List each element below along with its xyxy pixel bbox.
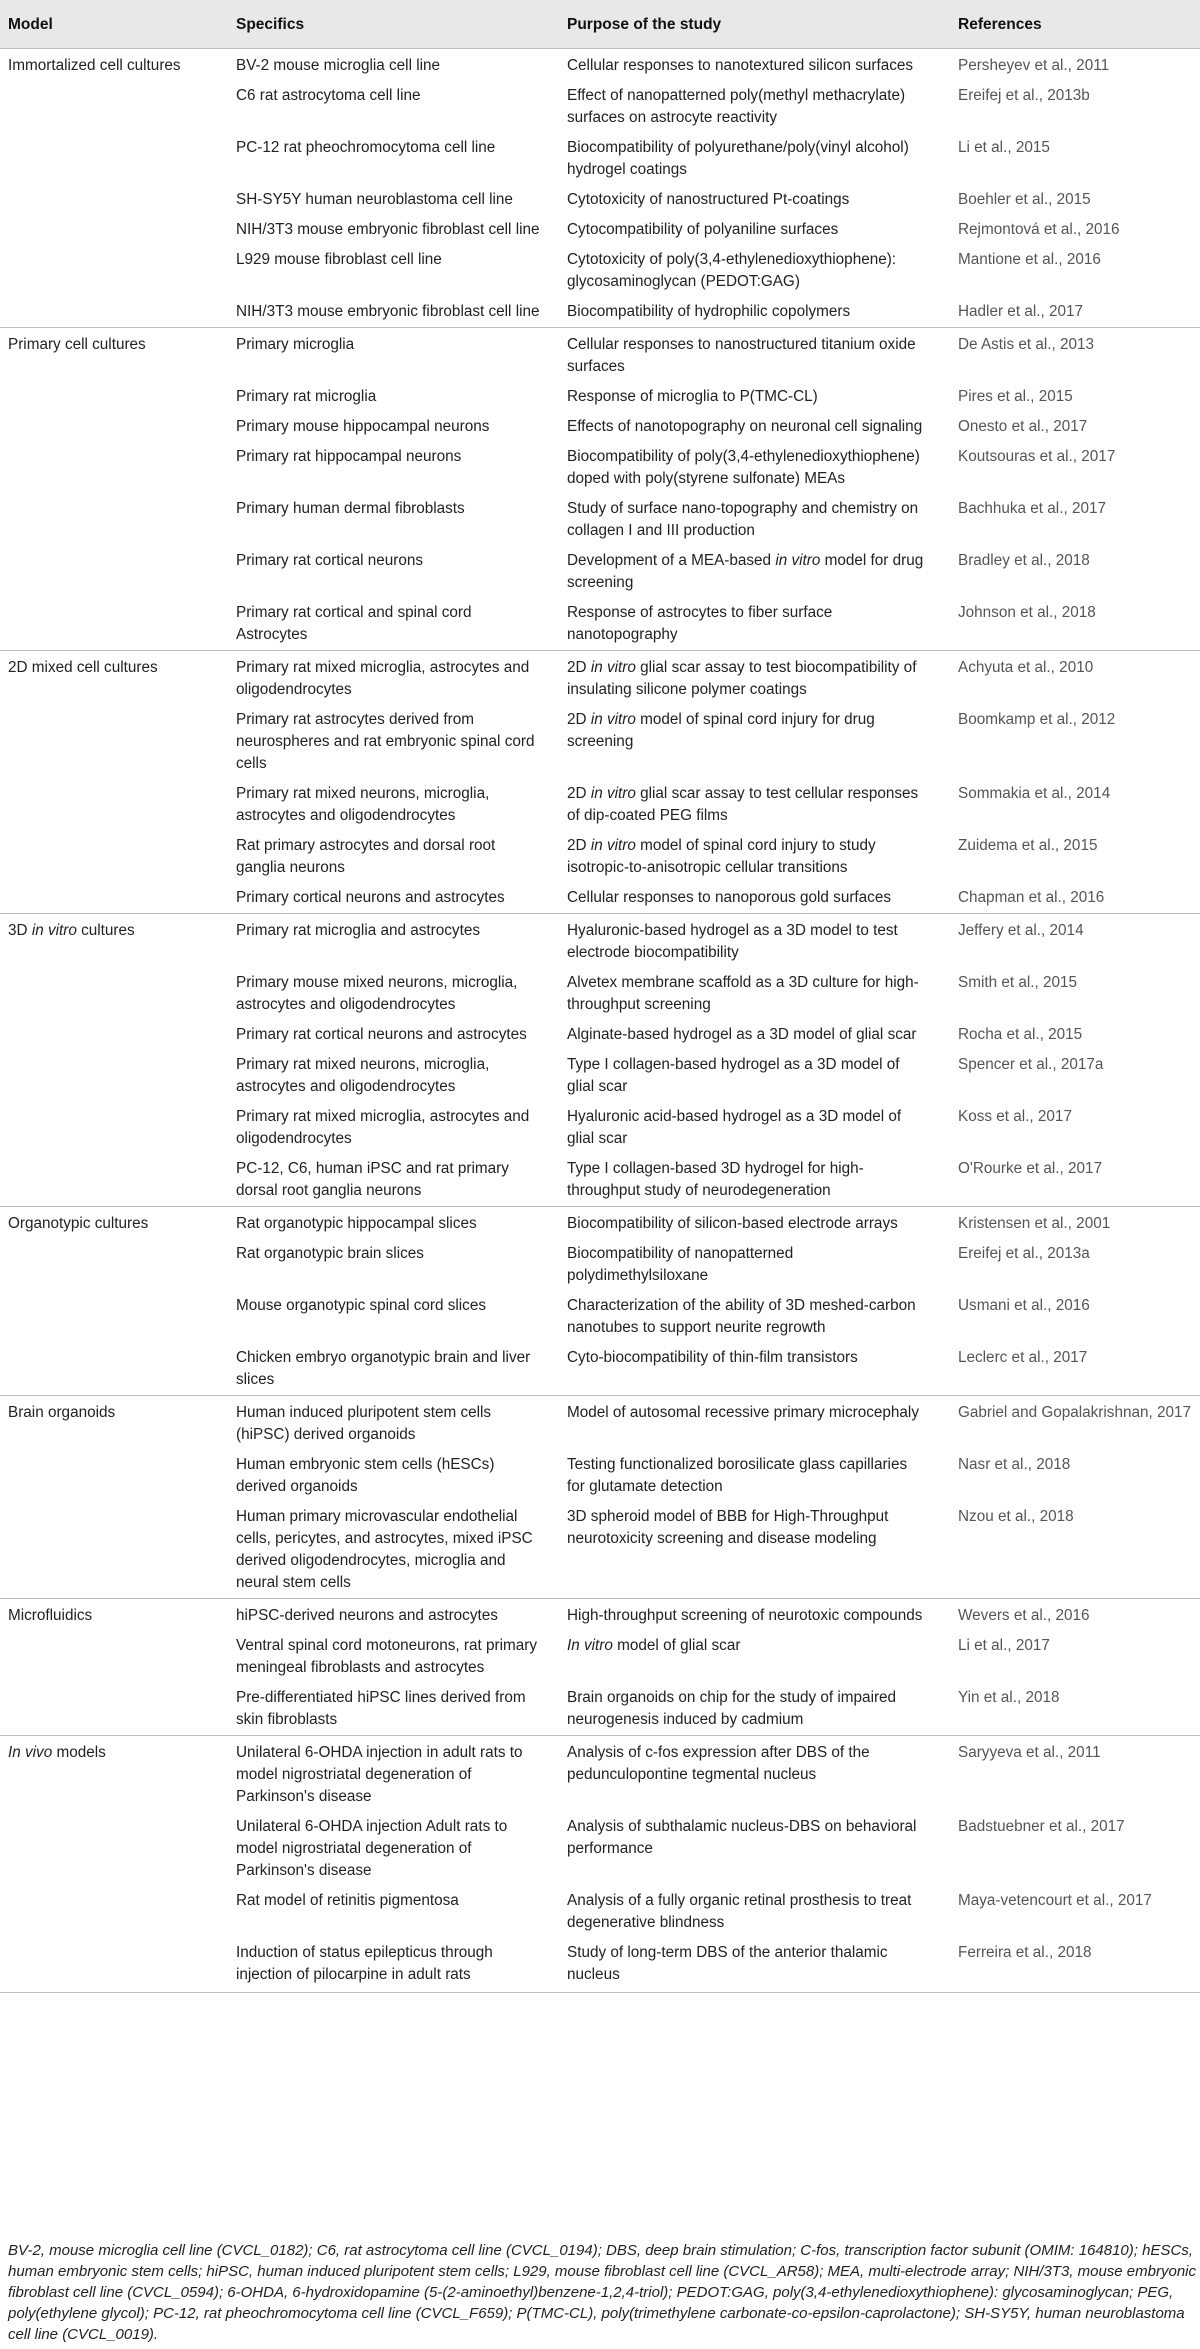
purpose-cell — [567, 831, 950, 883]
table-row — [0, 705, 1200, 779]
purpose-cell: Analysis of a fully organic retinal prosthesis to treat degenerative blindness — [567, 1892, 912, 1931]
purpose-text: model of glial scar — [612, 1637, 741, 1654]
reference-cell: Koss et al., 2017 — [958, 1108, 1072, 1125]
specifics-cell: NIH/3T3 mouse embryonic fibroblast cell line — [236, 221, 540, 238]
table-row — [0, 442, 1200, 494]
table-row — [0, 297, 1200, 328]
reference-cell: Jeffery et al., 2014 — [950, 914, 1200, 969]
purpose-cell: Characterization of the ability of 3D meshed-carbon nanotubes to support neurite regrowth — [567, 1297, 916, 1336]
reference-cell: Nzou et al., 2018 — [958, 1508, 1074, 1525]
reference-cell: O'Rourke et al., 2017 — [958, 1160, 1103, 1177]
table-row — [0, 1938, 1200, 1993]
specifics-cell: Primary mouse hippocampal neurons — [236, 418, 490, 435]
model-cell — [0, 1154, 228, 1207]
reference-cell: Wevers et al., 2016 — [950, 1599, 1200, 1632]
table-row — [0, 1886, 1200, 1938]
purpose-cell — [567, 705, 950, 779]
reference-cell: Li et al., 2015 — [958, 139, 1050, 156]
table-row — [0, 412, 1200, 442]
specifics-cell: L929 mouse fibroblast cell line — [236, 251, 442, 268]
model-cell: Primary cell cultures — [0, 328, 228, 383]
table-row — [0, 779, 1200, 831]
specifics-cell: Primary rat astrocytes derived from neurospheres and rat embryonic spinal cord cells — [236, 711, 535, 772]
model-cell — [0, 1812, 228, 1886]
purpose-cell — [567, 546, 950, 598]
model-cell — [0, 598, 228, 651]
reference-cell: Rocha et al., 2015 — [958, 1026, 1083, 1043]
model-cell — [0, 1886, 228, 1938]
purpose-text: Development of a MEA-based — [567, 552, 776, 569]
table-row — [0, 382, 1200, 412]
specifics-cell: Primary rat hippocampal neurons — [236, 448, 462, 465]
specifics-cell: Chicken embryo organotypic brain and liver slices — [236, 1349, 531, 1388]
purpose-cell: Cyto-biocompatibility of thin-film transistors — [567, 1349, 858, 1366]
model-text: models — [52, 1744, 106, 1761]
header-model: Model — [0, 0, 228, 49]
table-row — [0, 215, 1200, 245]
specifics-cell: Rat organotypic hippocampal slices — [228, 1207, 567, 1240]
table-row — [0, 883, 1200, 914]
reference-cell: Rejmontová et al., 2016 — [958, 221, 1120, 238]
purpose-text: glial scar assay to test cellular responses of dip-coated PEG films — [567, 785, 919, 824]
purpose-cell: Study of long-term DBS of the anterior thalamic nucleus — [567, 1938, 950, 1993]
specifics-cell: Pre-differentiated hiPSC lines derived from skin fibroblasts — [236, 1689, 526, 1728]
reference-cell: Zuidema et al., 2015 — [958, 837, 1098, 854]
purpose-cell: Cytotoxicity of poly(3,4-ethylenedioxythiophene): glycosaminoglycan (PEDOT:GAG) — [567, 251, 897, 290]
specifics-cell: Induction of status epilepticus through injection of pilocarpine in adult rats — [228, 1938, 567, 1993]
model-cell — [0, 1502, 228, 1599]
table-row — [0, 49, 1200, 82]
purpose-cell: Type I collagen-based hydrogel as a 3D model of glial scar — [567, 1056, 900, 1095]
purpose-text-italic: in vitro — [590, 837, 636, 854]
purpose-cell — [567, 651, 950, 706]
model-cell — [0, 546, 228, 598]
model-cell — [0, 1291, 228, 1343]
table-row — [0, 1020, 1200, 1050]
purpose-cell: Hyaluronic-based hydrogel as a 3D model to test electrode biocompatibility — [567, 914, 950, 969]
purpose-cell: Biocompatibility of silicon-based electrode arrays — [567, 1207, 950, 1240]
purpose-cell: Hyaluronic acid-based hydrogel as a 3D model of glial scar — [567, 1108, 902, 1147]
purpose-text: glial scar assay to test biocompatibility of insulating silicone polymer coatings — [567, 659, 917, 698]
model-cell — [0, 382, 228, 412]
specifics-cell: Primary cortical neurons and astrocytes — [236, 889, 505, 906]
specifics-cell: Primary rat mixed neurons, microglia, astrocytes and oligodendrocytes — [236, 785, 490, 824]
table-row — [0, 598, 1200, 651]
table-row — [0, 1291, 1200, 1343]
reference-cell: Spencer et al., 2017a — [958, 1056, 1104, 1073]
specifics-cell: Human embryonic stem cells (hESCs) derived organoids — [236, 1456, 495, 1495]
purpose-cell: Cellular responses to nanoporous gold surfaces — [567, 889, 891, 906]
purpose-cell: High-throughput screening of neurotoxic compounds — [567, 1599, 950, 1632]
reference-cell: Nasr et al., 2018 — [958, 1456, 1071, 1473]
reference-cell: Sommakia et al., 2014 — [958, 785, 1111, 802]
reference-cell: Johnson et al., 2018 — [958, 604, 1096, 621]
model-cell — [0, 1239, 228, 1291]
purpose-text: model of spinal cord injury for drug screening — [567, 711, 875, 750]
model-cell: Organotypic cultures — [0, 1207, 228, 1240]
reference-cell: Usmani et al., 2016 — [958, 1297, 1090, 1314]
purpose-cell: Biocompatibility of polyurethane/poly(vinyl alcohol) hydrogel coatings — [567, 139, 909, 178]
reference-cell: Saryyeva et al., 2011 — [950, 1736, 1200, 1813]
header-references: References — [950, 0, 1200, 49]
model-text-italic: In vivo — [8, 1744, 53, 1761]
purpose-cell: Response of astrocytes to fiber surface nanotopography — [567, 604, 833, 643]
table-row — [0, 1631, 1200, 1683]
table-row — [0, 245, 1200, 297]
reference-cell: Badstuebner et al., 2017 — [958, 1818, 1125, 1835]
table-row — [0, 1812, 1200, 1886]
model-cell — [0, 442, 228, 494]
model-text: 3D — [8, 922, 32, 939]
purpose-cell: Biocompatibility of poly(3,4-ethylenedioxythiophene) doped with poly(styrene sulfonate) MEAs — [567, 448, 920, 487]
purpose-text: 2D — [567, 785, 591, 802]
purpose-cell: Type I collagen-based 3D hydrogel for high-throughput study of neurodegeneration — [567, 1160, 864, 1199]
model-cell — [0, 1050, 228, 1102]
specifics-cell: Primary rat mixed neurons, microglia, astrocytes and oligodendrocytes — [236, 1056, 490, 1095]
model-cell — [0, 245, 228, 297]
table-row — [0, 1502, 1200, 1599]
specifics-cell: NIH/3T3 mouse embryonic fibroblast cell line — [236, 303, 540, 320]
purpose-text-italic: in vitro — [590, 659, 636, 676]
model-cell — [0, 1938, 228, 1993]
table-row — [0, 1154, 1200, 1207]
table-row — [0, 1683, 1200, 1736]
table-row — [0, 1102, 1200, 1154]
purpose-text: model of spinal cord injury to study isotropic-to-anisotropic cellular transitions — [567, 837, 876, 876]
specifics-cell: Primary mouse mixed neurons, microglia, astrocytes and oligodendrocytes — [236, 974, 518, 1013]
model-cell — [0, 494, 228, 546]
purpose-cell: Alvetex membrane scaffold as a 3D culture for high-throughput screening — [567, 974, 919, 1013]
purpose-cell: Study of surface nano-topography and chemistry on collagen I and III production — [567, 500, 919, 539]
model-cell — [0, 1683, 228, 1736]
purpose-cell: Alginate-based hydrogel as a 3D model of glial scar — [567, 1026, 917, 1043]
specifics-cell: BV-2 mouse microglia cell line — [228, 49, 567, 82]
header-purpose: Purpose of the study — [567, 0, 950, 49]
specifics-cell: Primary microglia — [228, 328, 567, 383]
model-cell — [0, 831, 228, 883]
reference-cell: Ereifej et al., 2013a — [958, 1245, 1090, 1262]
specifics-cell: Rat primary astrocytes and dorsal root ganglia neurons — [236, 837, 496, 876]
reference-cell: Persheyev et al., 2011 — [950, 49, 1200, 82]
model-cell: 2D mixed cell cultures — [0, 651, 228, 706]
purpose-cell: Effects of nanotopography on neuronal cell signaling — [567, 418, 923, 435]
specifics-cell: C6 rat astrocytoma cell line — [236, 87, 421, 104]
reference-cell: Smith et al., 2015 — [958, 974, 1078, 991]
table-header-row — [0, 0, 1200, 49]
specifics-cell: Unilateral 6-OHDA injection Adult rats to model nigrostriatal degeneration of Parkinson's disease — [236, 1818, 508, 1879]
purpose-text-italic: In vitro — [567, 1637, 613, 1654]
specifics-cell: SH-SY5Y human neuroblastoma cell line — [236, 191, 513, 208]
purpose-text: model for drug screening — [567, 552, 924, 591]
reference-cell: Boomkamp et al., 2012 — [958, 711, 1116, 728]
model-cell: Immortalized cell cultures — [0, 49, 228, 82]
model-cell — [0, 133, 228, 185]
table-row — [0, 546, 1200, 598]
purpose-cell: Analysis of c-fos expression after DBS of the pedunculopontine tegmental nucleus — [567, 1736, 950, 1813]
purpose-cell — [567, 779, 950, 831]
table-row — [0, 651, 1200, 706]
reference-cell: Li et al., 2017 — [958, 1637, 1050, 1654]
purpose-text: 2D — [567, 837, 591, 854]
model-cell — [0, 412, 228, 442]
purpose-cell: Biocompatibility of hydrophilic copolymers — [567, 303, 851, 320]
model-cell — [0, 779, 228, 831]
reference-cell: Onesto et al., 2017 — [958, 418, 1088, 435]
specifics-cell: Primary rat microglia — [236, 388, 377, 405]
purpose-cell: Analysis of subthalamic nucleus-DBS on behavioral performance — [567, 1818, 917, 1857]
reference-cell: Kristensen et al., 2001 — [950, 1207, 1200, 1240]
purpose-cell: Cellular responses to nanostructured titanium oxide surfaces — [567, 328, 950, 383]
table-body — [0, 49, 1200, 1993]
reference-cell: De Astis et al., 2013 — [950, 328, 1200, 383]
model-cell — [0, 1102, 228, 1154]
purpose-text-italic: in vitro — [590, 711, 636, 728]
purpose-cell: Biocompatibility of nanopatterned polydimethylsiloxane — [567, 1245, 794, 1284]
model-cell — [0, 215, 228, 245]
table-row — [0, 1736, 1200, 1813]
table-row — [0, 1450, 1200, 1502]
table-row — [0, 968, 1200, 1020]
table-footnote: BV-2, mouse microglia cell line (CVCL_0182); C6, rat astrocytoma cell line (CVCL_0194); DBS, deep brain stimulation; C-fos, transcription factor subunit (OMIM: 164810); hESCs, human embryonic stem cells; hiPSC, human induced pluripotent stem cells; L929, mouse fibroblast cell line (CVCL_AR58); MEA, multi-electrode array; NIH/3T3, mouse embryonic fibroblast cell line (CVCL_0594); 6-OHDA, 6-hydroxidopamine (5-(2-aminoethyl)benzene-1,2,4-triol); PEDOT:GAG, poly(3,4-ethylenedioxythiophene): glycosaminoglycan; PEG, poly(ethylene glycol); PC-12, rat pheochromocytoma cell line (CVCL_F659); P(TMC-CL), poly(trimethylene carbonate-co-epsilon-caprolactone); SH-SY5Y, human neuroblastoma cell line (CVCL_0019). — [8, 2242, 1197, 2343]
reference-cell: Pires et al., 2015 — [958, 388, 1073, 405]
table-row — [0, 914, 1200, 969]
model-cell — [0, 883, 228, 914]
specifics-cell: Primary rat mixed microglia, astrocytes and oligodendrocytes — [228, 651, 567, 706]
reference-cell: Koutsouras et al., 2017 — [958, 448, 1116, 465]
model-cell: Brain organoids — [0, 1396, 228, 1451]
specifics-cell: Unilateral 6-OHDA injection in adult rats to model nigrostriatal degeneration of Parkinson's disease — [228, 1736, 567, 1813]
model-cell — [0, 968, 228, 1020]
model-text-italic: in vitro — [31, 922, 77, 939]
specifics-cell: PC-12 rat pheochromocytoma cell line — [236, 139, 496, 156]
reference-cell: Bachhuka et al., 2017 — [958, 500, 1106, 517]
purpose-cell: Model of autosomal recessive primary microcephaly — [567, 1396, 950, 1451]
purpose-text-italic: in vitro — [775, 552, 821, 569]
purpose-cell: Response of microglia to P(TMC-CL) — [567, 388, 818, 405]
table-row — [0, 1050, 1200, 1102]
purpose-cell: Cellular responses to nanotextured silicon surfaces — [567, 49, 950, 82]
specifics-cell: Human primary microvascular endothelial cells, pericytes, and astrocytes, mixed iPSC derived oligodendrocytes, microglia and neural stem cells — [236, 1508, 533, 1591]
table-row — [0, 185, 1200, 215]
reference-cell: Yin et al., 2018 — [958, 1689, 1060, 1706]
reference-cell: Ferreira et al., 2018 — [950, 1938, 1200, 1993]
table-row — [0, 1207, 1200, 1240]
table-row — [0, 133, 1200, 185]
purpose-cell: Testing functionalized borosilicate glass capillaries for glutamate detection — [567, 1456, 908, 1495]
purpose-cell: Cytotoxicity of nanostructured Pt-coatings — [567, 191, 850, 208]
model-cell — [0, 1020, 228, 1050]
specifics-cell: Primary rat cortical neurons and astrocytes — [236, 1026, 527, 1043]
table-row — [0, 1396, 1200, 1451]
table-row — [0, 1599, 1200, 1632]
specifics-cell: Primary rat cortical and spinal cord Astrocytes — [236, 604, 472, 643]
specifics-cell: Primary rat mixed microglia, astrocytes and oligodendrocytes — [236, 1108, 530, 1147]
model-cell — [0, 1450, 228, 1502]
model-cell — [0, 297, 228, 328]
reference-cell: Chapman et al., 2016 — [958, 889, 1105, 906]
model-cell — [0, 81, 228, 133]
model-cell — [0, 1343, 228, 1396]
purpose-cell: Brain organoids on chip for the study of impaired neurogenesis induced by cadmium — [567, 1689, 897, 1728]
specifics-cell: Ventral spinal cord motoneurons, rat primary meningeal fibroblasts and astrocytes — [236, 1637, 537, 1676]
model-cell — [0, 914, 228, 969]
specifics-cell: Primary rat cortical neurons — [236, 552, 424, 569]
reference-cell: Boehler et al., 2015 — [958, 191, 1091, 208]
reference-cell: Hadler et al., 2017 — [958, 303, 1084, 320]
model-text: cultures — [76, 922, 135, 939]
table-row — [0, 1343, 1200, 1396]
purpose-cell — [567, 1631, 950, 1683]
reference-cell: Ereifej et al., 2013b — [958, 87, 1090, 104]
model-cell — [0, 1736, 228, 1813]
table-row — [0, 81, 1200, 133]
specifics-cell: Rat model of retinitis pigmentosa — [236, 1892, 459, 1909]
specifics-cell: Mouse organotypic spinal cord slices — [236, 1297, 486, 1314]
purpose-cell: Cytocompatibility of polyaniline surfaces — [567, 221, 839, 238]
purpose-text-italic: in vitro — [590, 785, 636, 802]
table-row — [0, 494, 1200, 546]
model-cell — [0, 705, 228, 779]
specifics-cell: Rat organotypic brain slices — [236, 1245, 424, 1262]
reference-cell: Mantione et al., 2016 — [958, 251, 1101, 268]
table-row — [0, 1239, 1200, 1291]
model-cell — [0, 185, 228, 215]
reference-cell: Achyuta et al., 2010 — [950, 651, 1200, 706]
model-cell — [0, 1631, 228, 1683]
specifics-cell: Primary rat microglia and astrocytes — [228, 914, 567, 969]
model-cell: Microfluidics — [0, 1599, 228, 1632]
specifics-cell: PC-12, C6, human iPSC and rat primary dorsal root ganglia neurons — [236, 1160, 509, 1199]
specifics-cell: Human induced pluripotent stem cells (hiPSC) derived organoids — [228, 1396, 567, 1451]
table-row — [0, 831, 1200, 883]
reference-cell: Bradley et al., 2018 — [958, 552, 1090, 569]
specifics-cell: hiPSC-derived neurons and astrocytes — [228, 1599, 567, 1632]
purpose-cell: Effect of nanopatterned poly(methyl methacrylate) surfaces on astrocyte reactivity — [567, 87, 906, 126]
reference-cell: Gabriel and Gopalakrishnan, 2017 — [950, 1396, 1200, 1451]
purpose-cell: 3D spheroid model of BBB for High-Throughput neurotoxicity screening and disease modeling — [567, 1508, 889, 1547]
reference-cell: Leclerc et al., 2017 — [958, 1349, 1088, 1366]
purpose-text: 2D — [567, 659, 591, 676]
specifics-cell: Primary human dermal fibroblasts — [236, 500, 465, 517]
purpose-text: 2D — [567, 711, 591, 728]
header-specifics: Specifics — [228, 0, 567, 49]
reference-cell: Maya-vetencourt et al., 2017 — [958, 1892, 1152, 1909]
table-row — [0, 328, 1200, 383]
